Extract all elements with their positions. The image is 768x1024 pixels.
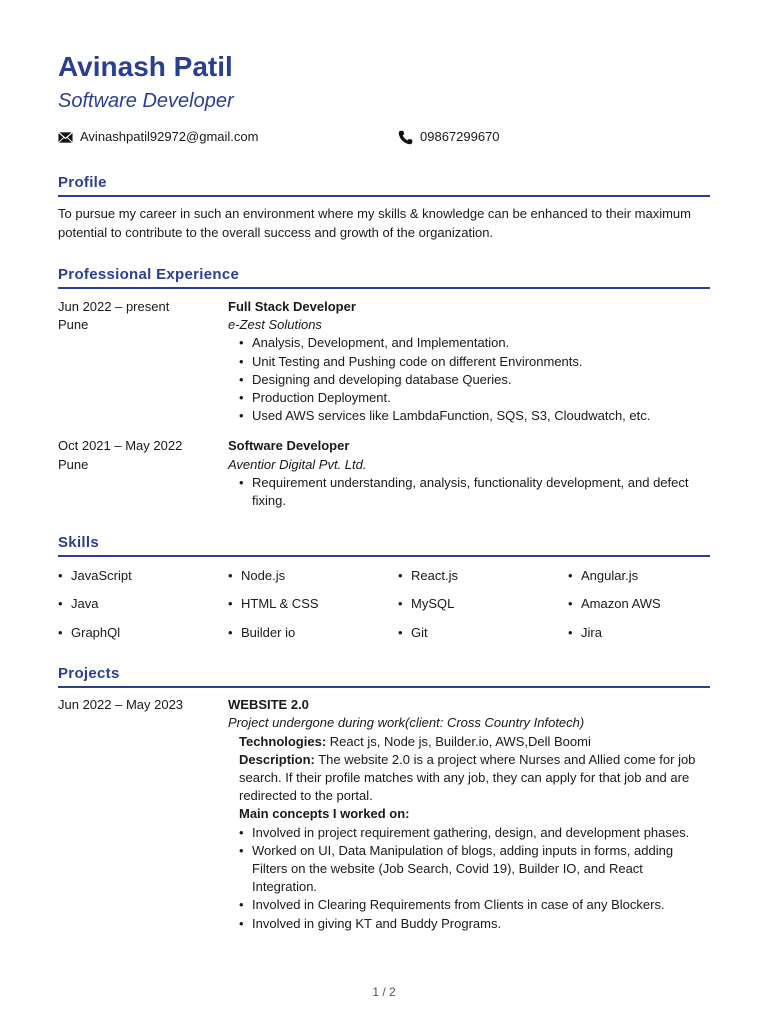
experience-section (58, 265, 710, 510)
skill-item: • GraphQl (58, 624, 228, 643)
concepts-label: Main concepts I worked on: (239, 806, 410, 822)
skill-item: • MySQL (398, 595, 568, 614)
description-label: Description: (239, 751, 315, 767)
profile-heading: Profile (58, 173, 710, 197)
experience-heading: Professional Experience (58, 265, 710, 289)
envelope-icon (58, 130, 73, 145)
resume-page (58, 50, 710, 933)
list-item: • Designing and developing database Queries. (252, 371, 710, 389)
projects-section (58, 664, 710, 933)
candidate-name: Avinash Patil (58, 51, 233, 82)
phone-icon (398, 130, 413, 145)
project-title: WEBSITE 2.0 (228, 697, 309, 713)
skill-item: • Java (58, 595, 228, 614)
concepts-heading (228, 805, 710, 823)
skill-item: • HTML & CSS (228, 595, 398, 614)
job-title: Full Stack Developer (228, 299, 356, 314)
projects-heading: Projects (58, 664, 710, 688)
job-company: Aventior Digital Pvt. Ltd. (228, 456, 367, 472)
skill-item: • Node.js (228, 567, 398, 586)
job-company: e-Zest Solutions (228, 317, 322, 333)
skill-item: • Jira (568, 624, 738, 643)
skill-item: • React.js (398, 567, 568, 586)
project-technologies (228, 733, 710, 751)
list-item: • Worked on UI, Data Manipulation of blogs, adding inputs in forms, adding Filters on the website (Job Search, Covid 19), Builder IO, and React Integration. (252, 842, 710, 897)
technologies-value: React js, Node js, Builder.io, AWS,Dell Boomi (326, 733, 591, 749)
phone-number: 09867299670 (420, 129, 500, 144)
phone-contact[interactable] (398, 127, 500, 147)
list-item: • Unit Testing and Pushing code on different Environments. (252, 353, 710, 371)
project-bullets (228, 824, 710, 933)
skill-item: • Angular.js (568, 567, 738, 586)
list-item: • Involved in Clearing Requirements from Clients in case of any Blockers. (252, 896, 710, 914)
project-dates: Jun 2022 – May 2023 (58, 697, 184, 713)
list-item: • Involved in giving KT and Buddy Programs. (252, 915, 710, 933)
profile-section (58, 173, 710, 242)
job-dates: Oct 2021 – May 2022 (58, 438, 183, 454)
skill-item: • JavaScript (58, 567, 228, 586)
profile-text: To pursue my career in such an environment where my skills & knowledge can be enhanced to their maximum potential to contribute to the overall success and growth of the organization. (58, 206, 691, 240)
job-entry (58, 298, 710, 425)
list-item: • Requirement understanding, analysis, functionality development, and defect fixing. (252, 474, 710, 510)
list-item: • Involved in project requirement gathering, design, and development phases. (252, 824, 710, 842)
candidate-role: Software Developer (58, 90, 234, 112)
project-subtitle: Project undergone during work(client: Cross Country Infotech) (228, 715, 585, 731)
job-title: Software Developer (228, 438, 350, 454)
project-description (228, 751, 710, 806)
job-dates: Jun 2022 – present (58, 299, 170, 314)
list-item: • Production Deployment. (252, 389, 710, 407)
skill-item: • Git (398, 624, 568, 643)
page-indicator: 1 / 2 (372, 985, 396, 999)
list-item: • Used AWS services like LambdaFunction, SQS, S3, Cloudwatch, etc. (252, 407, 710, 425)
skills-section (58, 533, 710, 642)
job-bullets (228, 334, 710, 425)
email-contact[interactable] (58, 127, 258, 147)
skill-item: • Amazon AWS (568, 595, 738, 614)
list-item: • Analysis, Development, and Implementation. (252, 334, 710, 352)
description-value: The website 2.0 is a project where Nurses and Allied come for job search. If their profile matches with any job, they can apply for that job and are redirected to the portal. (239, 751, 696, 804)
technologies-label: Technologies: (239, 733, 327, 749)
project-entry (58, 696, 710, 933)
job-location: Pune (58, 317, 89, 333)
contact-row (58, 127, 710, 147)
skill-item: • Builder io (228, 624, 398, 643)
job-entry (58, 437, 710, 510)
skills-grid (58, 567, 710, 642)
job-location: Pune (58, 456, 89, 472)
job-bullets (228, 474, 710, 510)
skills-heading: Skills (58, 533, 710, 557)
email-address: Avinashpatil92972@gmail.com (80, 129, 259, 144)
